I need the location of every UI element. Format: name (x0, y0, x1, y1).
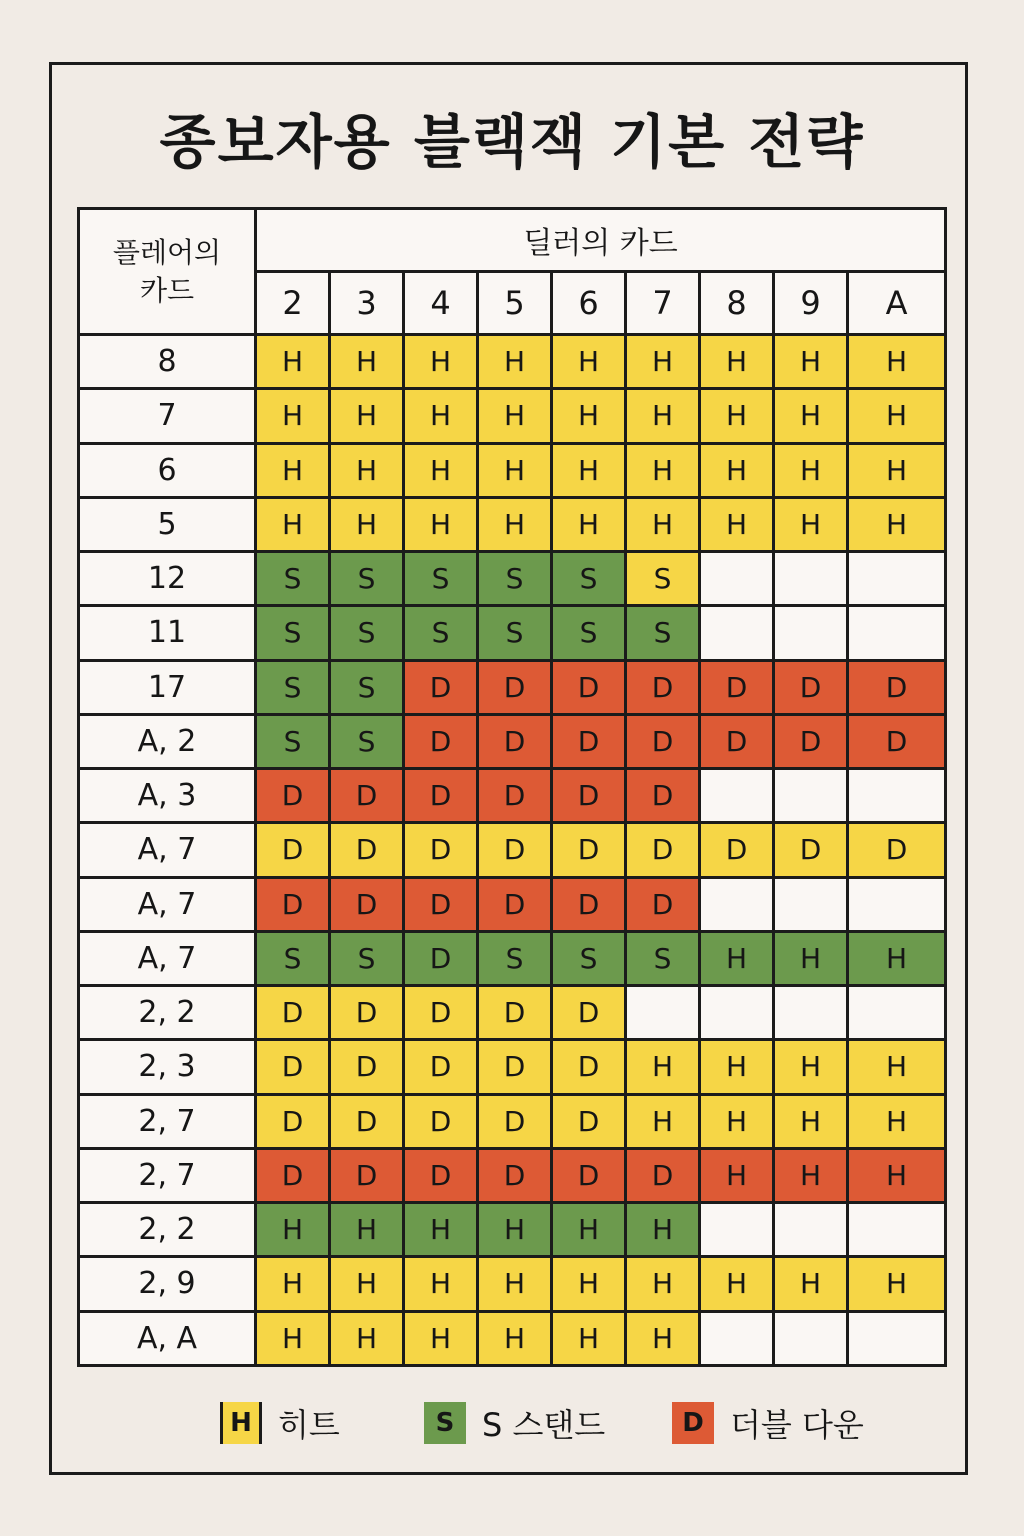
strategy-cell: S (256, 552, 330, 606)
strategy-cell: D (478, 877, 552, 931)
strategy-cell: H (626, 1094, 700, 1148)
strategy-cell: H (478, 389, 552, 443)
strategy-cell: H (330, 389, 404, 443)
strategy-cell: S (256, 931, 330, 985)
strategy-cell: H (552, 1257, 626, 1311)
strategy-cell: H (404, 1311, 478, 1366)
strategy-cell: H (256, 1203, 330, 1257)
strategy-cell: D (552, 823, 626, 877)
strategy-cell: D (404, 660, 478, 714)
strategy-cell (848, 552, 946, 606)
strategy-cell: H (848, 1040, 946, 1094)
strategy-cell: S (404, 606, 478, 660)
strategy-cell (774, 986, 848, 1040)
strategy-cell: H (552, 389, 626, 443)
strategy-cell: H (478, 1203, 552, 1257)
strategy-cell: H (256, 1311, 330, 1366)
strategy-cell: H (848, 389, 946, 443)
strategy-cell: H (256, 497, 330, 551)
table-row (79, 769, 946, 823)
strategy-cell: D (552, 877, 626, 931)
strategy-cell: D (404, 823, 478, 877)
strategy-cell: H (626, 1040, 700, 1094)
player-card-label: 2, 7 (79, 1148, 256, 1202)
strategy-cell: H (700, 1148, 774, 1202)
strategy-cell: D (330, 1094, 404, 1148)
strategy-cell: D (478, 1040, 552, 1094)
strategy-cell: D (330, 769, 404, 823)
strategy-cell: S (330, 552, 404, 606)
strategy-cell (774, 1311, 848, 1366)
strategy-cell (700, 877, 774, 931)
table-row (79, 877, 946, 931)
strategy-cell: H (700, 1257, 774, 1311)
player-card-label: 2, 9 (79, 1257, 256, 1311)
table-row (79, 1203, 946, 1257)
strategy-cell (626, 986, 700, 1040)
table-row (79, 1094, 946, 1148)
strategy-cell: H (404, 335, 478, 389)
dealer-card-col-3: 3 (330, 272, 404, 335)
player-card-label: 8 (79, 335, 256, 389)
strategy-cell: H (552, 497, 626, 551)
strategy-cell: D (404, 931, 478, 985)
strategy-cell (700, 1203, 774, 1257)
strategy-cell: H (848, 1148, 946, 1202)
strategy-cell: H (256, 335, 330, 389)
player-card-header-line-1: 플레어의 (112, 235, 222, 269)
strategy-cell (848, 986, 946, 1040)
strategy-cell: D (256, 1148, 330, 1202)
strategy-cell: H (256, 443, 330, 497)
strategy-cell: H (774, 1257, 848, 1311)
strategy-cell (700, 986, 774, 1040)
strategy-cell: H (774, 335, 848, 389)
dealer-card-header: 딜러의 카드 (256, 209, 946, 272)
strategy-cell: D (774, 823, 848, 877)
strategy-cell: H (478, 443, 552, 497)
strategy-cell (774, 606, 848, 660)
dealer-card-col-6: 6 (552, 272, 626, 335)
strategy-cell: H (330, 1257, 404, 1311)
strategy-cell: S (626, 606, 700, 660)
strategy-cell: H (848, 1094, 946, 1148)
strategy-cell: S (404, 552, 478, 606)
strategy-cell: H (626, 1311, 700, 1366)
dealer-card-col-4: 4 (404, 272, 478, 335)
legend-stand (424, 1400, 605, 1446)
strategy-cell: H (626, 389, 700, 443)
strategy-cell: H (404, 389, 478, 443)
player-card-label: 2, 7 (79, 1094, 256, 1148)
strategy-cell: D (626, 877, 700, 931)
strategy-cell: D (700, 823, 774, 877)
strategy-cell: H (552, 1311, 626, 1366)
strategy-cell: S (256, 714, 330, 768)
strategy-cell: H (552, 335, 626, 389)
strategy-cell: H (626, 443, 700, 497)
strategy-cell: S (330, 931, 404, 985)
strategy-cell: D (626, 823, 700, 877)
strategy-cell (774, 1203, 848, 1257)
strategy-cell (700, 769, 774, 823)
strategy-cell: H (700, 335, 774, 389)
strategy-cell: D (478, 986, 552, 1040)
strategy-cell: H (774, 1148, 848, 1202)
player-card-header (79, 209, 256, 335)
player-card-label: 2, 2 (79, 1203, 256, 1257)
legend-double-down-label: 더블 다운 (730, 1406, 864, 1444)
strategy-cell: D (256, 769, 330, 823)
strategy-cell: H (700, 389, 774, 443)
table-row (79, 660, 946, 714)
strategy-cell: H (330, 443, 404, 497)
strategy-cell: D (848, 714, 946, 768)
strategy-cell: D (404, 986, 478, 1040)
player-card-label: A, 3 (79, 769, 256, 823)
legend-double-down (672, 1400, 864, 1446)
strategy-cell: H (404, 1257, 478, 1311)
strategy-cell: D (848, 823, 946, 877)
legend (0, 1400, 1024, 1446)
strategy-cell: D (774, 714, 848, 768)
strategy-cell (848, 606, 946, 660)
strategy-cell: H (626, 497, 700, 551)
strategy-cell: D (256, 877, 330, 931)
strategy-cell: H (256, 1257, 330, 1311)
strategy-cell: D (478, 823, 552, 877)
legend-stand-label: S 스탠드 (482, 1406, 606, 1444)
strategy-cell: H (478, 335, 552, 389)
strategy-cell: H (774, 497, 848, 551)
player-card-label: 2, 3 (79, 1040, 256, 1094)
strategy-cell: H (330, 1311, 404, 1366)
strategy-cell: H (478, 497, 552, 551)
player-card-label: 2, 2 (79, 986, 256, 1040)
strategy-cell: S (330, 660, 404, 714)
strategy-cell: H (774, 1094, 848, 1148)
player-card-header-line-2: 카드 (139, 273, 195, 307)
strategy-cell: H (478, 1257, 552, 1311)
strategy-cell: D (256, 823, 330, 877)
strategy-cell: H (478, 1311, 552, 1366)
strategy-cell: H (774, 389, 848, 443)
strategy-cell: H (700, 931, 774, 985)
strategy-table (77, 207, 947, 1367)
strategy-cell: H (700, 443, 774, 497)
strategy-cell (700, 1311, 774, 1366)
strategy-cell: D (552, 1148, 626, 1202)
strategy-cell: S (478, 552, 552, 606)
strategy-cell: D (626, 1148, 700, 1202)
strategy-cell: H (404, 1203, 478, 1257)
dealer-card-col-7: 7 (626, 272, 700, 335)
strategy-cell: D (478, 1148, 552, 1202)
strategy-cell: H (848, 443, 946, 497)
dealer-card-col-2: 2 (256, 272, 330, 335)
strategy-cell: D (552, 1040, 626, 1094)
strategy-cell: H (626, 1257, 700, 1311)
strategy-cell: H (626, 335, 700, 389)
table-row (79, 823, 946, 877)
page-title: 종보자용 블랙잭 기본 전략 (159, 108, 865, 176)
legend-stand-swatch: S (424, 1402, 466, 1444)
strategy-cell: S (256, 660, 330, 714)
strategy-cell: H (848, 497, 946, 551)
strategy-cell: D (478, 660, 552, 714)
table-row (79, 986, 946, 1040)
strategy-cell: D (552, 660, 626, 714)
strategy-cell: D (552, 714, 626, 768)
strategy-cell: S (552, 552, 626, 606)
strategy-cell: D (256, 1040, 330, 1094)
strategy-cell: H (626, 1203, 700, 1257)
strategy-cell: D (404, 1040, 478, 1094)
strategy-cell: H (848, 1257, 946, 1311)
strategy-cell: H (774, 931, 848, 985)
strategy-cell (848, 1203, 946, 1257)
strategy-cell (774, 552, 848, 606)
player-card-label: 17 (79, 660, 256, 714)
player-card-label: A, 7 (79, 823, 256, 877)
strategy-cell: H (404, 497, 478, 551)
player-card-label: A, A (79, 1311, 256, 1366)
strategy-cell (700, 552, 774, 606)
strategy-cell: H (848, 931, 946, 985)
table-row (79, 1040, 946, 1094)
strategy-cell: S (478, 606, 552, 660)
legend-hit (220, 1400, 340, 1446)
table-row (79, 443, 946, 497)
strategy-cell: D (478, 769, 552, 823)
strategy-cell: H (404, 443, 478, 497)
strategy-cell: D (404, 877, 478, 931)
strategy-cell: H (552, 443, 626, 497)
strategy-cell: H (700, 497, 774, 551)
dealer-card-col-9: 9 (774, 272, 848, 335)
dealer-card-col-A: A (848, 272, 946, 335)
legend-double-down-swatch: D (672, 1402, 714, 1444)
strategy-cell: S (478, 931, 552, 985)
strategy-cell: D (256, 1094, 330, 1148)
player-card-label: 5 (79, 497, 256, 551)
strategy-cell: D (330, 1148, 404, 1202)
strategy-cell: H (256, 389, 330, 443)
strategy-cell: D (774, 660, 848, 714)
strategy-cell (848, 1311, 946, 1366)
table-row (79, 497, 946, 551)
strategy-cell: D (330, 986, 404, 1040)
strategy-cell: H (700, 1040, 774, 1094)
strategy-cell: D (848, 660, 946, 714)
strategy-cell: S (552, 931, 626, 985)
dealer-card-col-5: 5 (478, 272, 552, 335)
strategy-cell (848, 769, 946, 823)
strategy-cell: H (774, 443, 848, 497)
strategy-cell: D (330, 823, 404, 877)
strategy-cell (774, 769, 848, 823)
dealer-card-col-8: 8 (700, 272, 774, 335)
table-row (79, 931, 946, 985)
table-row (79, 335, 946, 389)
strategy-cell: S (552, 606, 626, 660)
strategy-cell: D (700, 660, 774, 714)
table-row (79, 389, 946, 443)
player-card-label: A, 7 (79, 931, 256, 985)
strategy-cell (774, 877, 848, 931)
player-card-label: A, 7 (79, 877, 256, 931)
strategy-cell: D (404, 769, 478, 823)
strategy-cell: D (552, 986, 626, 1040)
table-row (79, 552, 946, 606)
strategy-cell: D (330, 1040, 404, 1094)
strategy-cell: H (848, 335, 946, 389)
strategy-cell: D (552, 1094, 626, 1148)
player-card-label: 11 (79, 606, 256, 660)
player-card-label: 7 (79, 389, 256, 443)
strategy-cell: H (552, 1203, 626, 1257)
player-card-label: 12 (79, 552, 256, 606)
strategy-cell: H (330, 1203, 404, 1257)
strategy-cell: D (552, 769, 626, 823)
strategy-cell: H (700, 1094, 774, 1148)
strategy-cell (848, 877, 946, 931)
strategy-cell: D (404, 714, 478, 768)
strategy-cell: S (330, 714, 404, 768)
table-row (79, 606, 946, 660)
strategy-cell: H (774, 1040, 848, 1094)
strategy-cell: D (404, 1094, 478, 1148)
table-row (79, 1257, 946, 1311)
strategy-cell: D (256, 986, 330, 1040)
strategy-cell: D (700, 714, 774, 768)
strategy-cell: S (256, 606, 330, 660)
strategy-cell: S (330, 606, 404, 660)
strategy-cell: D (478, 714, 552, 768)
player-card-label: A, 2 (79, 714, 256, 768)
player-card-label: 6 (79, 443, 256, 497)
strategy-cell (700, 606, 774, 660)
table-row (79, 1148, 946, 1202)
strategy-cell: D (626, 714, 700, 768)
strategy-cell: S (626, 552, 700, 606)
strategy-cell: D (478, 1094, 552, 1148)
strategy-cell: H (330, 335, 404, 389)
strategy-cell: D (330, 877, 404, 931)
strategy-cell: D (626, 769, 700, 823)
strategy-cell: H (330, 497, 404, 551)
legend-hit-swatch: H (220, 1402, 262, 1444)
legend-hit-label: 히트 (278, 1406, 340, 1444)
strategy-cell: D (626, 660, 700, 714)
table-row (79, 1311, 946, 1366)
strategy-cell: D (404, 1148, 478, 1202)
table-row (79, 714, 946, 768)
strategy-cell: S (626, 931, 700, 985)
